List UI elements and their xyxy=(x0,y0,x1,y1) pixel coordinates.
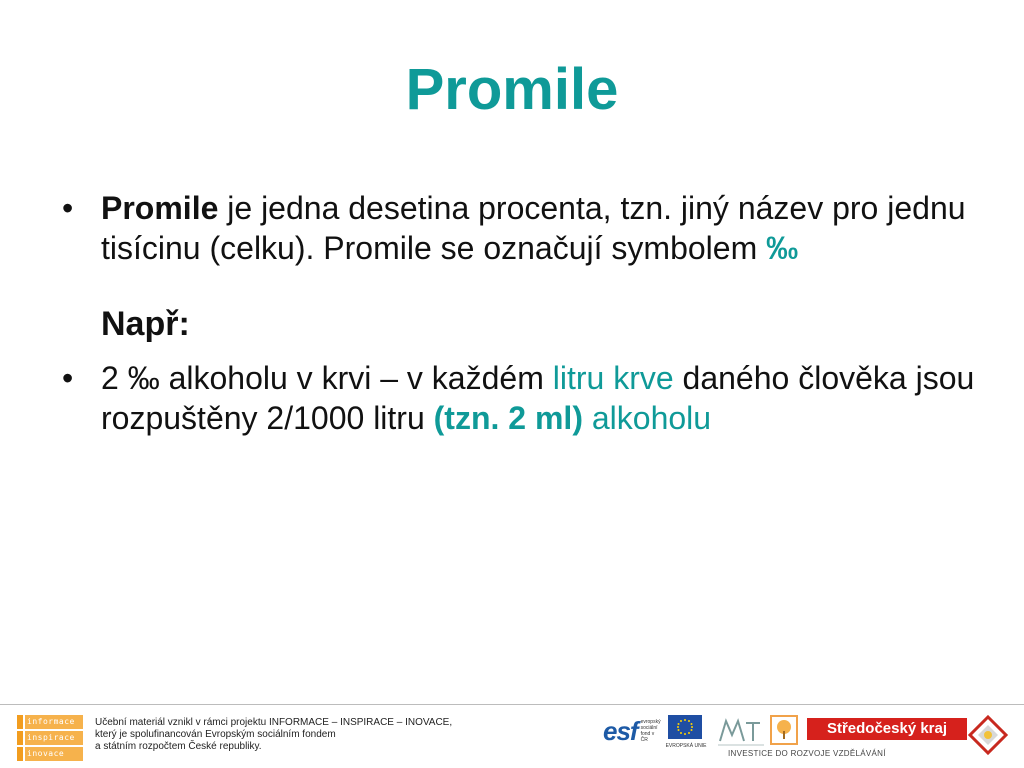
highlight-litru-krve: litru krve xyxy=(552,360,674,396)
eu-flag-icon xyxy=(668,715,702,739)
tree-icon xyxy=(770,715,798,745)
footer-text-line-2: který je spolufinancován Evropským sociálním fondem xyxy=(95,729,336,740)
slide-title: Promile xyxy=(405,57,619,122)
logo-line-inspirace: inspirace xyxy=(25,731,83,745)
informace-inspirace-inovace-logo xyxy=(17,715,83,761)
footer-text-line-3: a státním rozpočtem České republiky. xyxy=(95,741,262,752)
definition-text: je jedna desetina procenta, tzn. jiný název pro jednu tisícinu (celku). Promile se označují symbolem xyxy=(101,190,966,266)
bullet-example xyxy=(60,358,980,438)
highlight-ml: (tzn. 2 ml) xyxy=(433,400,583,436)
highlight-alkoholu: alkoholu xyxy=(591,400,712,436)
esf-logo xyxy=(603,715,663,747)
stredocesky-kraj-logo: Středočeský kraj xyxy=(807,718,967,740)
promile-symbol: ‰ xyxy=(766,230,799,266)
slide-content xyxy=(60,188,980,438)
esf-mark: esf xyxy=(603,715,638,746)
eu-label: EVROPSKÁ UNIE xyxy=(665,743,707,749)
msmt-logo xyxy=(714,715,768,749)
example-text-3 xyxy=(583,400,592,436)
footer-text xyxy=(95,717,452,753)
investment-text: INVESTICE DO ROZVOJE VZDĚLÁVÁNÍ xyxy=(728,749,886,758)
bullet-definition xyxy=(60,188,980,268)
esf-sub: evropský sociální fond v ČR xyxy=(640,719,661,743)
footer-text-line-1: Učební materiál vznikl v rámci projektu INFORMACE – INSPIRACE – INOVACE, xyxy=(95,717,453,728)
logo-line-informace: informace xyxy=(25,715,83,729)
jesenice-crest-icon xyxy=(966,713,1010,757)
logo-line-inovace: inovace xyxy=(25,747,83,761)
example-text-2: daného člověka jsou rozpuštěny 2/1000 litru xyxy=(101,360,975,436)
example-text-1: 2 ‰ alkoholu v krvi – v každém xyxy=(101,360,553,396)
footer xyxy=(0,705,1024,768)
term-promile: Promile xyxy=(101,190,219,226)
example-label: Např: xyxy=(101,305,190,343)
